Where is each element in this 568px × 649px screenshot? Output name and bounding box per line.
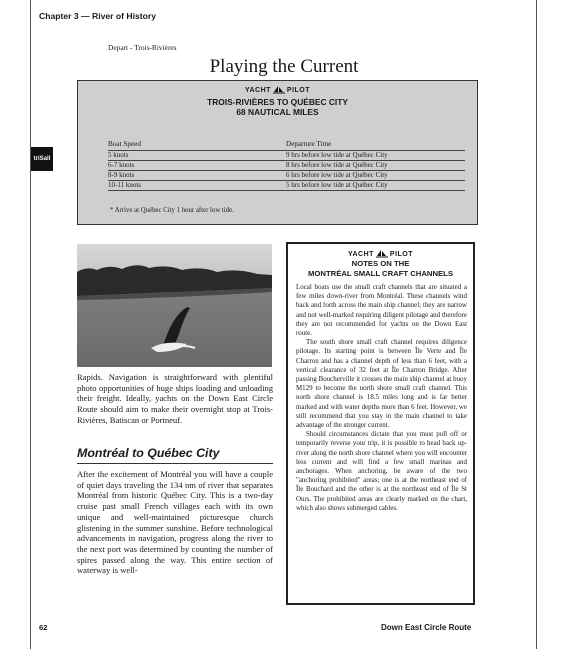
logo-text-left: YACHT (244, 86, 271, 94)
book-title: Down East Circle Route (381, 623, 472, 632)
row-speed: 8-9 knots (108, 171, 135, 179)
table-footnote: * Arrive at Québec City 1 hour after low tide. (110, 207, 234, 214)
table-title (78, 97, 477, 117)
row-speed: 10-11 knots (108, 181, 141, 189)
section-heading: Montréal to Québec City (77, 446, 273, 464)
row-time: 6 hrs before low tide at Québec City (286, 171, 388, 179)
sidebar-paragraph: Should circumstances dictate that you must pull off or temporarily reverse your trip, it is possible to head back up-river along the north shore channel where you will encounter less current and will find a few small marinas and anchorages. When anchoring, be aware of the two "anchoring prohibited" areas; one is at the northeast end of Île Bouchard and the other is at the northeast end of Île St Ours. The prohibited areas are clearly marked on the chart, which also shows submerged cables. (296, 430, 467, 512)
col-header-time: Departure Time (286, 140, 332, 148)
sidebar-paragraph: Local boats use the small craft channels that are situated a few miles down-river from Montréal. These channels wind back and forth across the main ship channel; they are narrow and not well-marked requiring diligent pilotage and therefore they are not recommended for yachts on the Down East route. (296, 283, 467, 338)
table-title-line1: TROIS-RIVIÈRES TO QUÉBEC CITY (207, 97, 348, 107)
yacht-pilot-logo (288, 250, 473, 258)
logo-text-right: PILOT (286, 86, 311, 94)
yacht-pilot-logo (78, 86, 477, 94)
sidebar-title (288, 259, 473, 279)
sailboat-icon (376, 250, 388, 258)
logo-text-left: YACHT (347, 250, 374, 258)
page-number: 62 (39, 623, 48, 632)
table-row (108, 160, 465, 170)
side-tab: triSall (31, 147, 53, 171)
table-row (108, 180, 465, 191)
table-row (108, 170, 465, 180)
body-paragraph: After the excitement of Montréal you will have a couple of quiet days traveling the 134 nm of river that separates Montréal from historic Québec City. This is a two-day cruise past small French villages each with its own unique and well-maintained picturesque church glistening in the summer sunshine. Before technological advancements in navigation, progress along the river to the next port was determined by counting the number of spires passed along the way. This entire section of waterway is well- (77, 469, 273, 576)
depart-label: Depart - Trois-Rivières (108, 43, 177, 52)
row-time: 8 hrs before low tide at Québec City (286, 161, 388, 169)
row-time: 5 hrs before low tide at Québec City (286, 181, 388, 189)
row-time: 9 hrs before low tide at Québec City (286, 151, 388, 159)
logo-text-right: PILOT (389, 250, 414, 258)
sidebar-paragraph: The south shore small craft channel requires diligence pilotage. Its starting point is between Île Verte and Île Charron and has a channel depth of less than 6 feet, with a vertical clearance of 32 feet at Île Charron Bridge. After passing Boucherville it crosses the main ship channel at buoy M129 to become the north shore small craft channel. This north shore channel is 18.5 miles long and is far better marked and with water depths more than 6 feet. However, we still recommend that you stay in the main channel to take advantage of the stronger current. (296, 338, 467, 430)
sidebar-text (296, 283, 467, 513)
sidebar-title-line1: NOTES ON THE (351, 259, 410, 268)
row-speed: 6-7 knots (108, 161, 135, 169)
whale-photo (77, 244, 272, 367)
table-title-line2: 68 NAUTICAL MILES (236, 107, 319, 117)
sidebar-title-line2: MONTRÉAL SMALL CRAFT CHANNELS (308, 269, 453, 278)
chapter-header: Chapter 3 — River of History (39, 11, 156, 21)
table-row (108, 150, 465, 160)
body-paragraph: Rapids. Navigation is straightforward with plentiful photo opportunities of huge ships loading and unloading their freight. Ideally, yachts on the Down East Circle Route should aim to make their overnight stop at Trois-Rivières, Batiscan or Portneuf. (77, 372, 273, 425)
sailboat-icon (273, 86, 285, 94)
col-header-speed: Boat Speed (108, 140, 141, 148)
sidebar-notes (286, 242, 475, 605)
page-title: Playing the Current (209, 56, 359, 77)
row-speed: 5 knots (108, 151, 129, 159)
